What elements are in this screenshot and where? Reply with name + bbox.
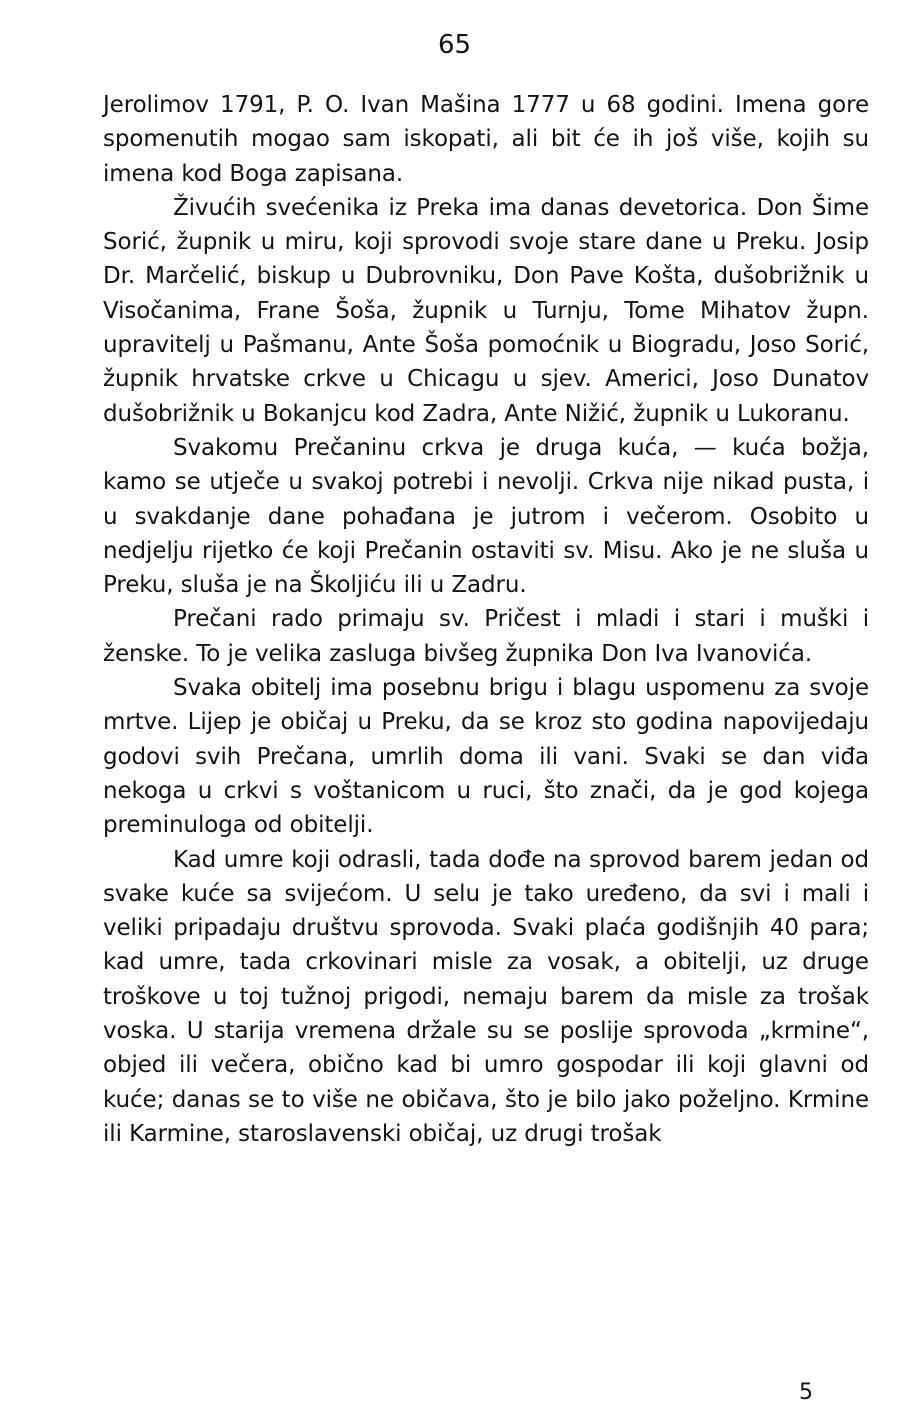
paragraph-priests-list-end: Jerolimov 1791, P. O. Ivan Mašina 1777 u 68 godini. Imena gore spomenutih mogao sam iskopati, ali bit će ih još više, kojih su imena kod Boga zapisana. <box>103 92 869 187</box>
page-number: 65 <box>437 30 472 60</box>
paragraph-memory-of-dead: Svaka obitelj ima posebnu brigu i blagu uspomenu za svoje mrtve. Lijep je običaj u Preku, da se kroz sto godina napovijedaju godovi svih Prečana, umrlih doma ili vani. Svaki se dan viđa nekoga u crkvi s voštanicom u ruci, što znači, da je god kojega preminuloga od obitelji. <box>103 675 869 839</box>
paragraph-communion: Prečani rado primaju sv. Pričest i mladi i stari i muški i ženske. To je velika zasluga bivšeg župnika Don Iva Ivanovića. <box>103 606 869 667</box>
paragraph-church-house: Svakomu Prečaninu crkva je druga kuća, — kuća božja, kamo se utječe u svakoj potrebi i nevolji. Crkva nije nikad pusta, i u svakdanje dane pohađana je jutrom i večerom. Osobito u nedjelju rijetko će koji Prečanin ostaviti sv. Misu. Ako je ne sluša u Preku, sluša je na Školjiću ili u Zadru. <box>103 434 869 599</box>
paragraph-funeral-customs: Kad umre koji odrasli, tada dođe na sprovod barem jedan od svake kuće sa svijećom. U selu je tako uređeno, da svi i mali i veliki pripadaju društvu sprovoda. Svaki plaća godišnjih 40 para; kad umre, tada crkovinari misle za vosak, a obitelji, uz druge troškove u toj tužnoj prigodi, nemaju barem da misle za trošak voska. U starija vremena držale su se poslije sprovoda „krmine“, objed ili večera, obično kad bi umro gospodar ili koji glavni od kuće; danas se to više ne običava, što je bilo jako poželjno. Krmine ili Karmine, staroslavenski običaj, uz drugi trošak <box>103 846 869 1147</box>
body-text <box>103 88 869 1151</box>
signature-mark: 5 <box>799 1380 813 1405</box>
paragraph-living-priests: Živućih svećenika iz Preka ima danas devetorica. Don Šime Sorić, župnik u miru, koji sprovodi svoje stare dane u Preku. Josip Dr. Marčelić, biskup u Dubrovniku, Don Pave Košta, dušobrižnik u Visočanima, Frane Šoša, župnik u Turnju, Tome Mihatov župn. upravitelj u Pašmanu, Ante Šoša pomoćnik u Biogradu, Joso Sorić, župnik hrvatske crkve u Chicagu u sjev. Americi, Joso Dunatov dušobrižnik u Bokanjcu kod Zadra, Ante Nižić, župnik u Lukoranu. <box>103 194 869 427</box>
